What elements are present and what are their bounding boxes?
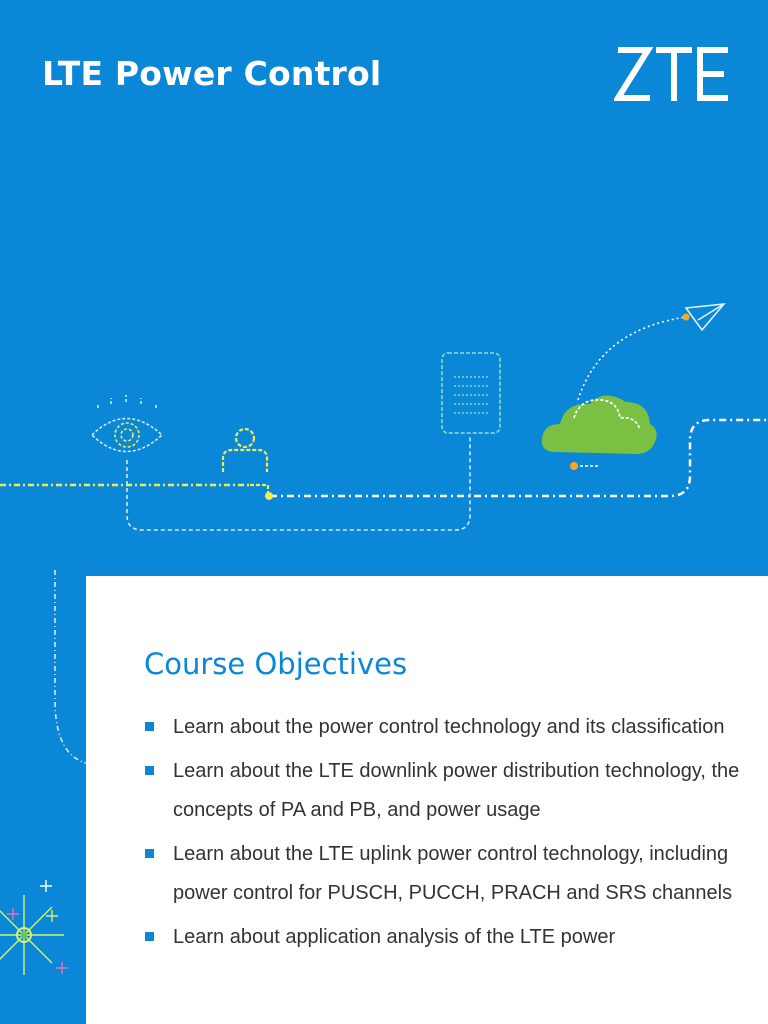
section-title: Course Objectives — [144, 647, 408, 681]
objective-text: Learn about the power control technology and its classification — [173, 716, 725, 738]
list-item — [144, 752, 754, 830]
zte-logo — [614, 46, 732, 104]
cloud-icon — [542, 395, 657, 454]
square-bullet-icon — [145, 722, 154, 731]
list-item — [144, 835, 754, 913]
objectives-list — [144, 708, 754, 962]
objective-text: Learn about the LTE downlink power distribution technology, the concepts of PA and PB, and power usage — [173, 760, 740, 821]
sparkle-icon — [0, 880, 68, 975]
network-illustration — [0, 290, 768, 550]
square-bullet-icon — [145, 849, 154, 858]
objective-text: Learn about the LTE uplink power control technology, including power control for PUSCH, PUCCH, PRACH and SRS channels — [173, 843, 733, 904]
paper-plane-icon — [686, 304, 724, 330]
left-decoration — [0, 570, 86, 1024]
square-bullet-icon — [145, 932, 154, 941]
document-icon — [442, 353, 500, 433]
list-item — [144, 708, 754, 747]
eye-icon — [92, 395, 162, 452]
list-item — [144, 918, 754, 957]
objective-text: Learn about application analysis of the LTE power — [173, 926, 616, 948]
course-objectives-panel — [86, 576, 768, 1024]
square-bullet-icon — [145, 766, 154, 775]
page-title: LTE Power Control — [42, 54, 382, 93]
